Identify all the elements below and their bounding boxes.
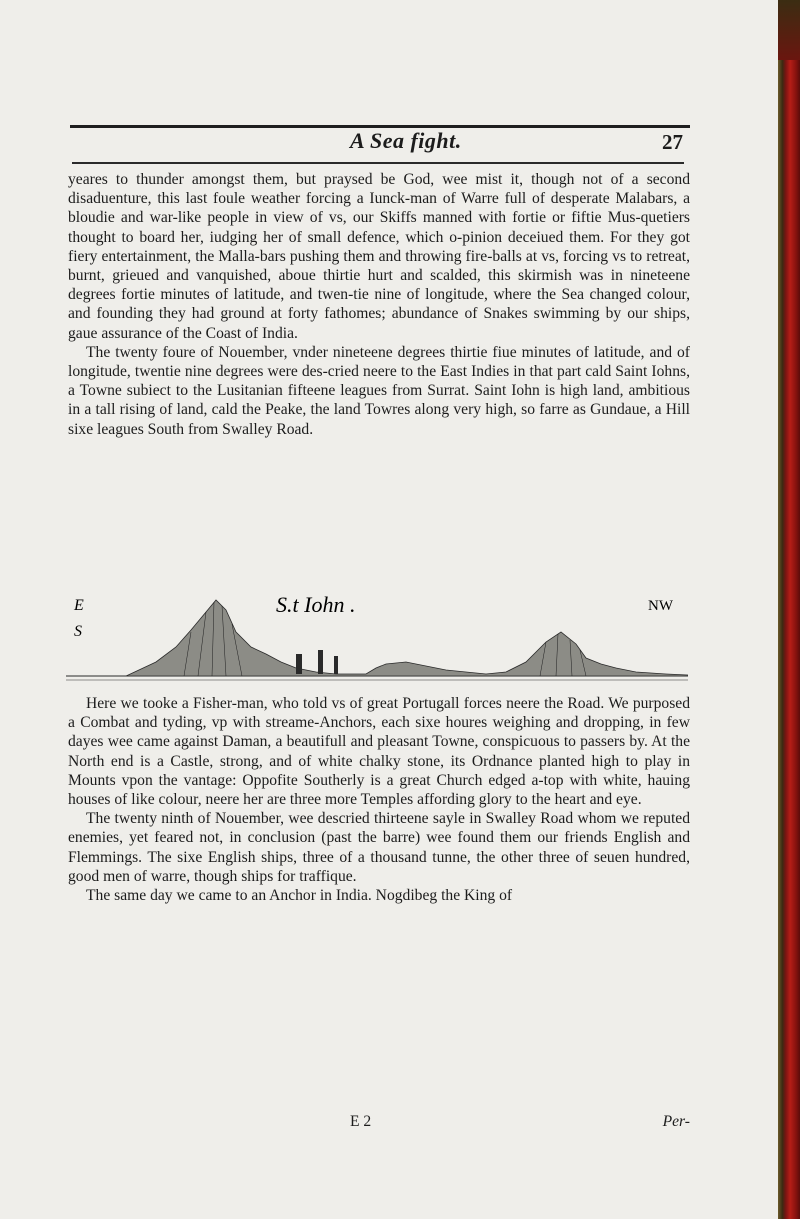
page-edge-top	[778, 0, 800, 60]
running-head	[0, 128, 780, 162]
paragraph-3: Here we tooke a Fisher-man, who told vs of great Portugall forces neere the Road. We purposed a Combat and tyding, vp with streame-Anchors, each sixe houres weighing and dropping, in few dayes wee came against Daman, a beautifull and pleasant Towne, conspicuous to passers by. At the North end is a Castle, strong, and of white chalky stone, its Ordnance planted high to play in Mounts vpon the vantage: Oppofite Southerly is a great Church edged a-top with white, hauing houses of like colour, neere her are three more Temples affording glory to the heart and eye.	[68, 695, 690, 809]
mountain-range	[126, 600, 688, 676]
running-head-title: A Sea fight.	[350, 128, 462, 153]
page-edge	[778, 0, 800, 1219]
compass-e-label: E	[74, 597, 84, 614]
coastline-illustration	[66, 592, 688, 684]
compass-s-label: S	[74, 623, 82, 640]
paragraph-1: yeares to thunder amongst them, but praysed be God, wee mist it, though not of a second disaduenture, this last foule weather forcing a Iunck-man of Warre full of desperate Malabars, a bloudie and war-like people in view of vs, our Skiffs manned with fortie or fiftie Mus-quetiers thought to board her, iudging her of small defence, which o-pinion deceiued them. For they got fiery entertainment, the Malla-bars pushing them and throwing fire-balls at vs, forcing vs to retreat, burnt, grieued and vanquished, aboue thirtie hurt and scalded, this skirmish was in nineteene degrees fortie minutes of latitude, and twen-tie nine of longitude, where the Sea changed colour, and founding they had ground at forty fathomes; abundance of Snakes swimming by our ships, gaue assurance of the Coast of India.	[68, 171, 690, 342]
page-footer	[68, 1113, 690, 1135]
catchword: Per-	[662, 1113, 690, 1130]
paragraph-5: The same day we came to an Anchor in India. Nogdibeg the King of	[86, 887, 513, 905]
compass-nw-label: NW	[648, 598, 673, 614]
signature-mark: E 2	[350, 1113, 372, 1130]
head-rule	[72, 162, 684, 164]
paragraph-2: The twenty foure of Nouember, vnder nineteene degrees thirtie fiue minutes of latitude, and of longitude, twentie nine degrees were des-cried neere to the East Indies in that part cald Saint Iohns, a Towne subiect to the Lusitanian fifteene leagues from Surrat. Saint Iohn is high land, ambitious in a tall rising of land, cald the Peake, the land Towres along very high, so farre as Gundaue, a Hill sixe leagues South from Swalley Road.	[68, 343, 690, 438]
paragraph-4: The twenty ninth of Nouember, wee descried thirteene sayle in Swalley Road whom we reputed enemies, yet feared not, in conclusion (past the barre) wee found them our friends English and Flemmings. The sixe English ships, three of a thousand tunne, the other three of seuen hundred, good men of warre, though ships for traffique.	[68, 810, 690, 885]
text-column-bottom	[68, 694, 690, 905]
text-column-top	[68, 170, 690, 439]
page-number: 27	[662, 130, 683, 154]
illustration-caption: S.t Iohn .	[276, 592, 356, 617]
